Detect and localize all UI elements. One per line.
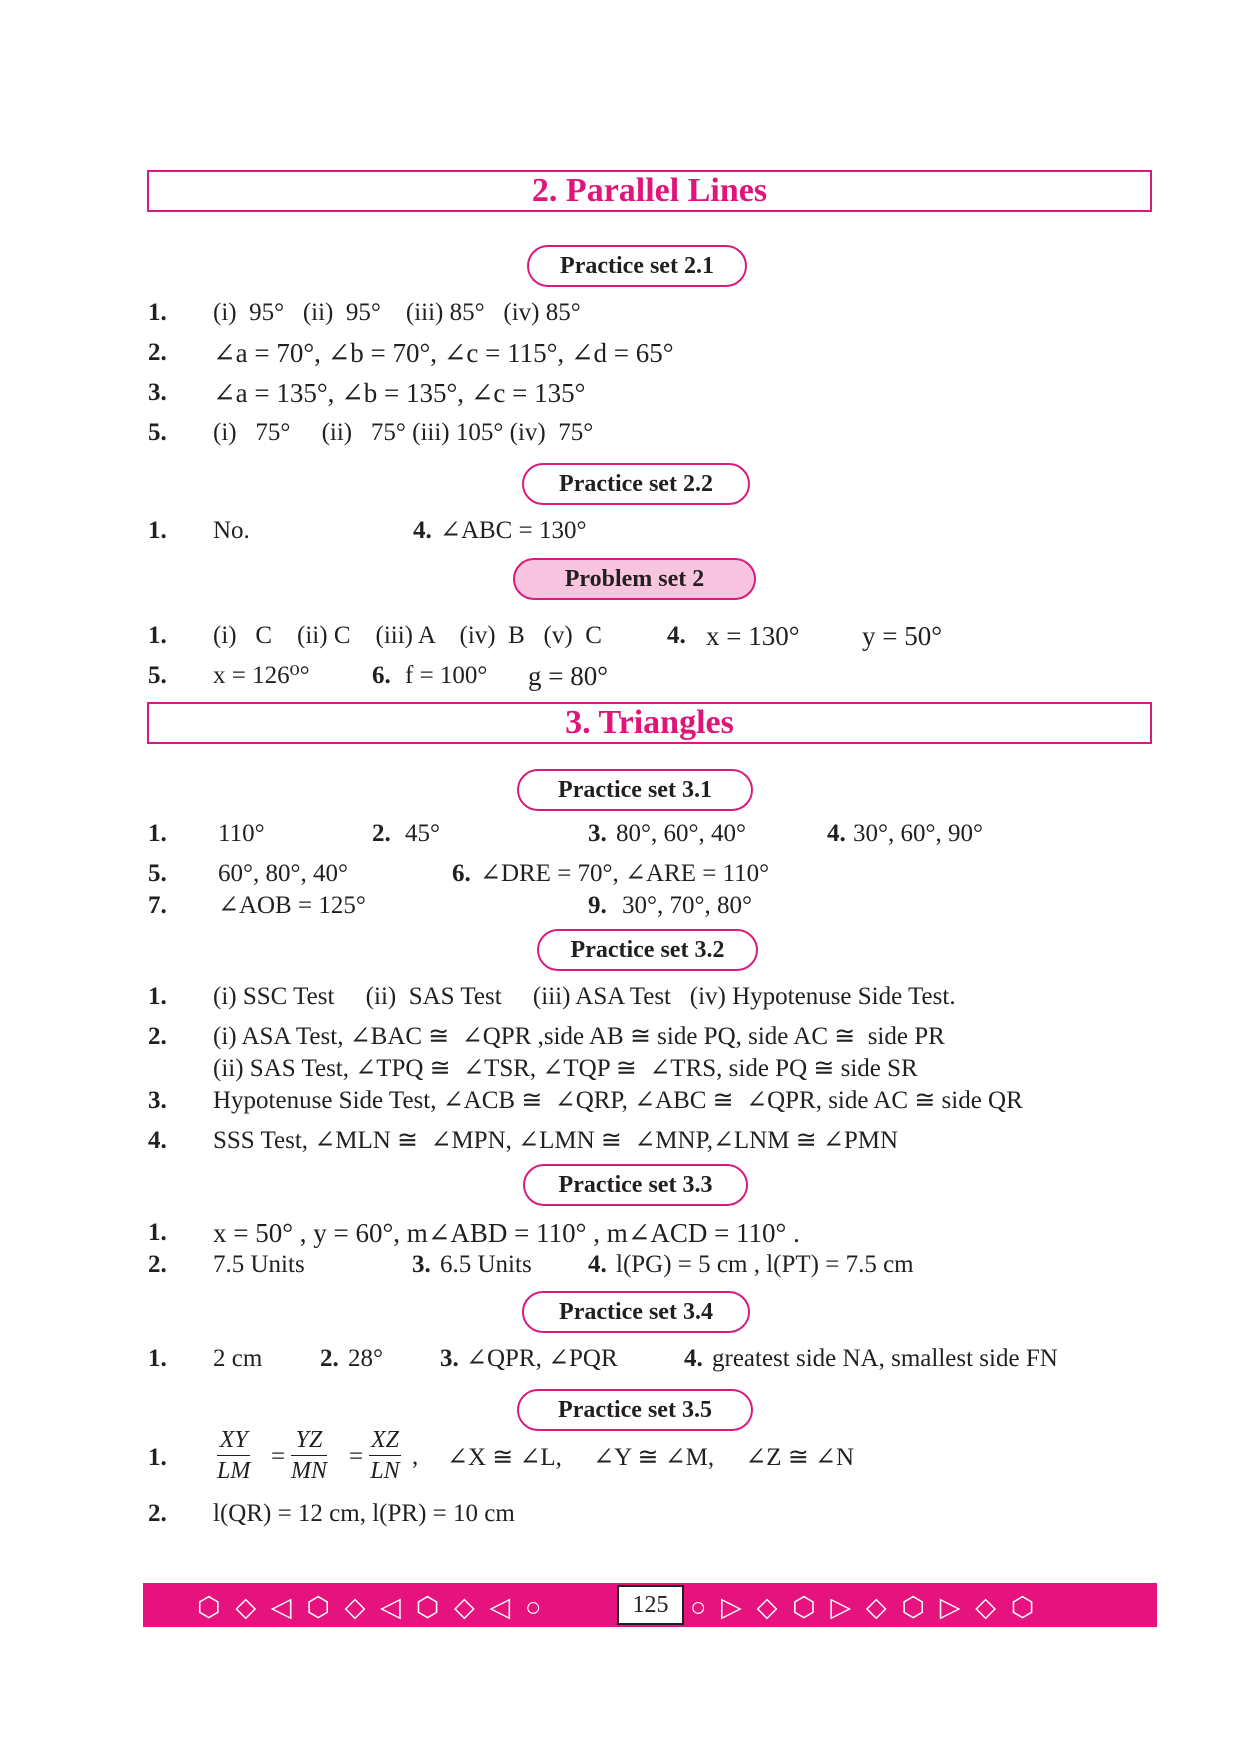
answer-text: 2 cm [213, 1345, 263, 1372]
answer-text: ∠AOB = 125° [218, 892, 366, 919]
answer-text: 7.5 Units [213, 1251, 305, 1278]
question-number: 4. [413, 517, 432, 544]
answer-text: 30°, 70°, 80° [622, 892, 752, 919]
answer-row [0, 1021, 1241, 1053]
question-number: 2. [372, 820, 391, 847]
answer-row [0, 1053, 1241, 1085]
answer-row [0, 417, 1241, 449]
answer-text: SSS Test, ∠MLN ≅ ∠MPN, ∠LMN ≅ ∠MNP,∠LNM ≅ ∠PMN [213, 1127, 899, 1154]
answer-row [0, 337, 1241, 369]
answer-text: l(PG) = 5 cm , l(PT) = 7.5 cm [616, 1251, 914, 1278]
answer-row [0, 1498, 1241, 1530]
answer-row [0, 1249, 1241, 1281]
answer-text: (ii) SAS Test, ∠TPQ ≅ ∠TSR, ∠TQP ≅ ∠TRS, side PQ ≅ side SR [213, 1055, 918, 1082]
footer-ornament-left: ⬡ ◇ ◁ ⬡ ◇ ◁ ⬡ ◇ ◁ ○ [197, 1592, 546, 1622]
section-label-problem-set-2: Problem set 2 [513, 558, 756, 600]
question-number: 1. [148, 1444, 167, 1471]
question-number: 1. [148, 983, 167, 1010]
answer-row [0, 818, 1241, 850]
fraction-xy-lm: $\frac{XY}{LM}$ [217, 1427, 251, 1484]
answer-text: x = 130° [706, 621, 800, 651]
section-label-practice-set-2-2: Practice set 2.2 [522, 463, 750, 505]
question-number: 5. [148, 860, 167, 887]
page-number: 125 [617, 1585, 684, 1625]
question-number: 2. [320, 1345, 339, 1372]
answer-row [0, 981, 1241, 1013]
fraction-xz-ln: $\frac{XZ}{LN}$ [370, 1427, 400, 1484]
question-number: 2. [148, 339, 167, 366]
answer-row [0, 1085, 1241, 1117]
question-number: 3. [588, 820, 607, 847]
question-number: 1. [148, 622, 167, 649]
answer-text: (i) SSC Test (ii) SAS Test (iii) ASA Test (iv) Hypotenuse Side Test. [213, 983, 956, 1010]
answer-text: ∠a = 70°, ∠b = 70°, ∠c = 115°, ∠d = 65° [213, 338, 674, 368]
answer-row [0, 660, 1241, 692]
question-number: 4. [148, 1127, 167, 1154]
question-number: 9. [588, 892, 607, 919]
footer-ornament-right: ○ ▷ ◇ ⬡ ▷ ◇ ⬡ ▷ ◇ ⬡ [690, 1592, 1039, 1622]
question-number: 1. [148, 1219, 167, 1246]
answer-row [0, 620, 1241, 652]
answer-text: ∠QPR, ∠PQR [466, 1345, 618, 1372]
question-number: 3. [148, 1087, 167, 1114]
question-number: 4. [684, 1345, 703, 1372]
equals-sign: = [349, 1443, 364, 1470]
question-number: 3. [412, 1251, 431, 1278]
question-number: 7. [148, 892, 167, 919]
section-label-practice-set-3-4: Practice set 3.4 [522, 1291, 750, 1333]
answer-text: ∠ABC = 130° [440, 517, 587, 544]
answer-text: 60°, 80°, 40° [218, 860, 348, 887]
answer-row [0, 1343, 1241, 1375]
question-number: 4. [588, 1251, 607, 1278]
answer-text: (i) 95° (ii) 95° (iii) 85° (iv) 85° [213, 299, 581, 326]
fraction-yz-mn: $\frac{YZ}{MN}$ [291, 1427, 327, 1484]
question-number: 2. [148, 1023, 167, 1050]
answer-text: (i) 75° (ii) 75° (iii) 105° (iv) 75° [213, 419, 594, 446]
section-label-practice-set-3-5: Practice set 3.5 [517, 1389, 753, 1431]
answer-text: x = 126⁰° [213, 662, 310, 689]
question-number: 1. [148, 299, 167, 326]
answer-row [0, 377, 1241, 409]
question-number: 6. [452, 860, 471, 887]
answer-text: y = 50° [862, 621, 943, 651]
answer-text: x = 50° , y = 60°, m∠ABD = 110° , m∠ACD = 110° . [213, 1218, 800, 1248]
answer-text: 30°, 60°, 90° [853, 820, 983, 847]
answer-row [0, 890, 1241, 922]
answer-row [0, 297, 1241, 329]
question-number: 5. [148, 662, 167, 689]
answer-text: g = 80° [528, 661, 609, 691]
question-number: 3. [440, 1345, 459, 1372]
answer-text: No. [213, 517, 250, 544]
answer-text: (i) C (ii) C (iii) A (iv) B (v) C [213, 622, 602, 649]
question-number: 2. [148, 1500, 167, 1527]
question-number: 1. [148, 517, 167, 544]
question-number: 6. [372, 662, 391, 689]
answer-text: ∠DRE = 70°, ∠ARE = 110° [480, 860, 770, 887]
chapter-title-parallel-lines: 2. Parallel Lines [147, 170, 1152, 212]
answer-text: l(QR) = 12 cm, l(PR) = 10 cm [213, 1500, 515, 1527]
question-number: 1. [148, 820, 167, 847]
section-label-practice-set-2-1: Practice set 2.1 [527, 245, 747, 287]
answer-text: 80°, 60°, 40° [616, 820, 746, 847]
question-number: 2. [148, 1251, 167, 1278]
answer-row [0, 515, 1241, 547]
chapter-title-triangles: 3. Triangles [147, 702, 1152, 744]
answer-text: 28° [348, 1345, 383, 1372]
question-number: 1. [148, 1345, 167, 1372]
answer-text: 45° [405, 820, 440, 847]
comma: , [412, 1443, 419, 1470]
answer-row [0, 1125, 1241, 1157]
question-number: 3. [148, 379, 167, 406]
answer-text: f = 100° [405, 662, 488, 689]
answer-text: greatest side NA, smallest side FN [712, 1345, 1058, 1372]
answer-text: 6.5 Units [440, 1251, 532, 1278]
section-label-practice-set-3-1: Practice set 3.1 [517, 769, 753, 811]
answer-text: Hypotenuse Side Test, ∠ACB ≅ ∠QRP, ∠ABC ≅ ∠QPR, side AC ≅ side QR [213, 1087, 1023, 1114]
question-number: 4. [667, 622, 686, 649]
section-label-practice-set-3-2: Practice set 3.2 [537, 929, 758, 971]
answer-text: 110° [218, 820, 265, 847]
question-number: 5. [148, 419, 167, 446]
answer-text: ∠a = 135°, ∠b = 135°, ∠c = 135° [213, 378, 586, 408]
answer-row [0, 1217, 1241, 1249]
answer-text: (i) ASA Test, ∠BAC ≅ ∠QPR ,side AB ≅ side PQ, side AC ≅ side PR [213, 1023, 945, 1050]
question-number: 4. [827, 820, 846, 847]
answer-row [0, 858, 1241, 890]
section-label-practice-set-3-3: Practice set 3.3 [523, 1164, 748, 1206]
equals-sign: = [271, 1443, 286, 1470]
answer-text: ∠X ≅ ∠L, ∠Y ≅ ∠M, ∠Z ≅ ∠N [447, 1444, 855, 1471]
